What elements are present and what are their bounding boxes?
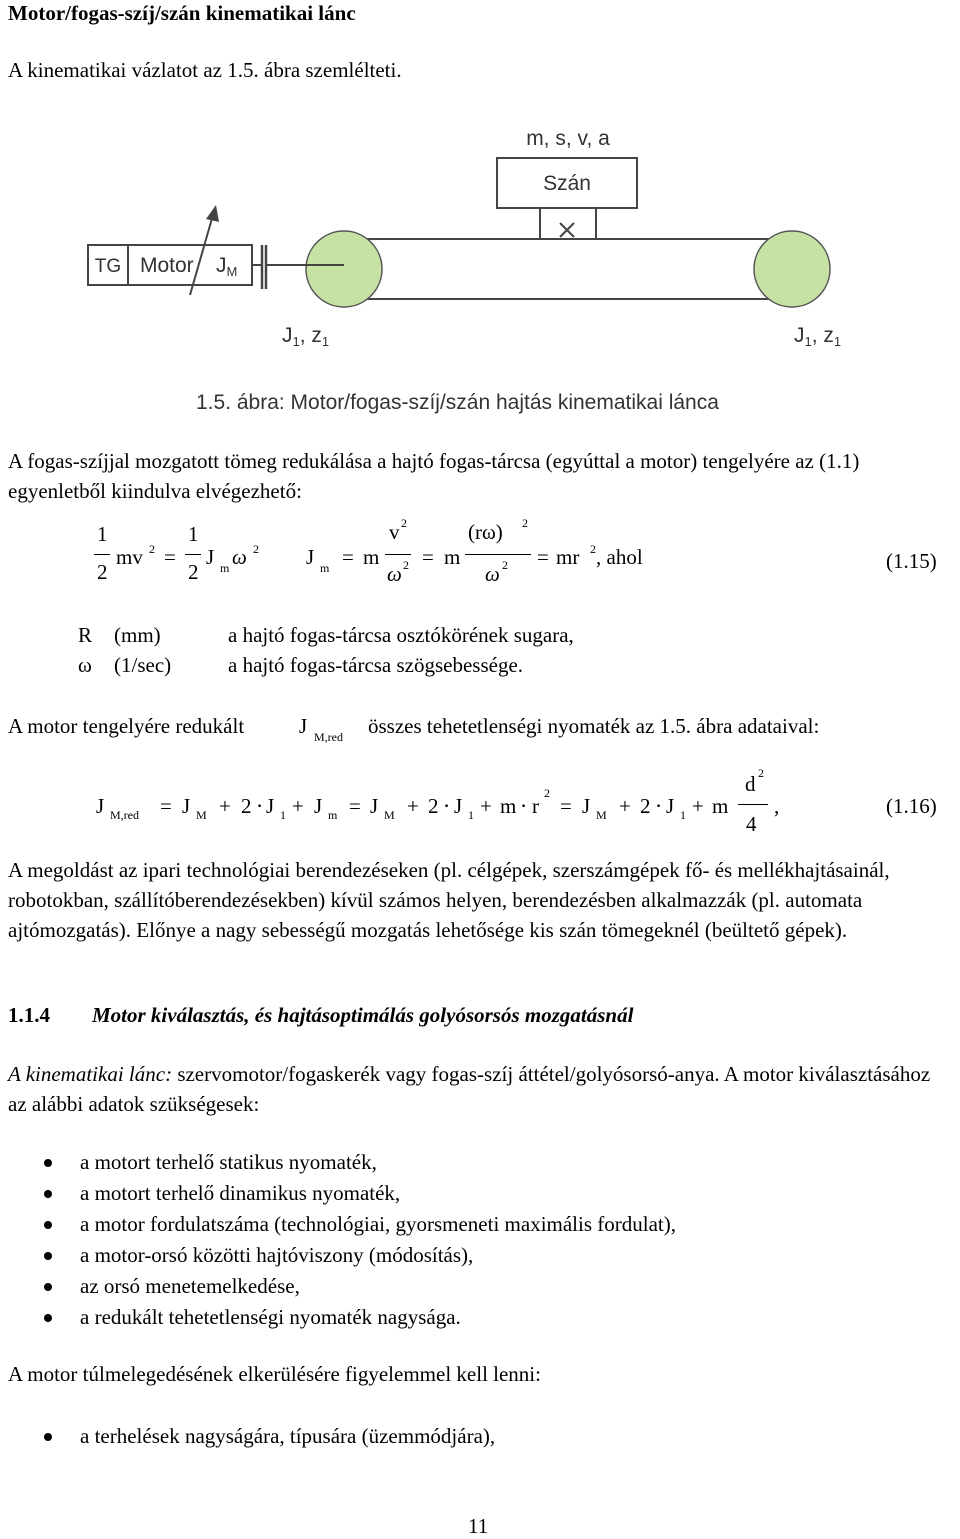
motor-inertia-label: JM xyxy=(216,254,238,279)
list-item: a motort terhelő dinamikus nyomaték, xyxy=(80,1181,401,1205)
equation-1-15: 1 2 mv 2 = 1 2 J m ω 2 J m = m v 2 ω 2 = m (rω) 2 ω 2 = mr 2 , ahol (1.15) xyxy=(0,520,960,600)
equation-1-16: J M,red = J M + 2 ⋅ J 1 + J m = J M + 2 ⋅ J 1 + m ⋅ r 2 = J M + 2 ⋅ J 1 + m d 2 4 , (1.16) xyxy=(96,766,937,836)
list-item: a motort terhelő statikus nyomaték, xyxy=(80,1150,377,1174)
pulley-left xyxy=(306,231,382,307)
motor-label: Motor xyxy=(140,254,194,277)
section-title: Motor kiválasztás, és hajtásoptimálás golyósorsós mozgatásnál xyxy=(92,1003,634,1027)
section-number: 1.1.4 xyxy=(8,1003,50,1027)
figure-caption: 1.5. ábra: Motor/fogas-szíj/szán hajtás kinematikai lánca xyxy=(196,391,719,414)
list-item: a redukált tehetetlenségi nyomaték nagysága. xyxy=(80,1305,461,1329)
intro-text: A kinematikai vázlatot az 1.5. ábra szemlélteti. xyxy=(8,58,402,82)
page-number: 11 xyxy=(468,1514,489,1538)
pulley-left-label: J1, z1 xyxy=(282,324,330,349)
equation-number-1-16: (1.16) xyxy=(886,794,937,818)
tg-label: TG xyxy=(94,256,122,277)
paragraph-4: A kinematikai lánc: szervomotor/fogaskerék vagy fogas-szíj áttétel/golyósorsó-anya. A motor kiválasztásához az alábbi adatok szükségesek: xyxy=(8,1062,931,1116)
list-item: a motor fordulatszáma (technológiai, gyorsmeneti maximális fordulat), xyxy=(80,1212,676,1236)
paragraph-1: A fogas-szíjjal mozgatott tömeg redukálása a hajtó fogas-tárcsa (egyúttal a motor) tengelyére az (1.1) egyenletből kiindulva elvégezhető: xyxy=(8,449,860,503)
pulley-right-label: J1, z1 xyxy=(794,324,842,349)
equation-number-1-15: (1.15) xyxy=(886,549,937,573)
kinematic-diagram xyxy=(0,115,960,360)
list-item: az orsó menetemelkedése, xyxy=(80,1274,300,1298)
carriage-vars-label: m, s, v, a xyxy=(526,127,610,150)
paragraph-5: A motor túlmelegedésének elkerülésére figyelemmel kell lenni: xyxy=(8,1362,541,1386)
paragraph-3: A megoldást az ipari technológiai berendezéseken (pl. célgépek, szerszámgépek fő- és mellékhajtásainál, robotokban, szállítóberendezésekben) kívül számos helyen, berendezésben alkalmazzák (pl. automata ajtómozgatás). Előnye a nagy sebességű mozgatás lehetősége kis szán tömegeknél (beültető gépek). xyxy=(8,858,890,942)
list-item: a terhelések nagyságára, típusára (üzemmódjára), xyxy=(80,1424,496,1448)
list-item: a motor-orsó közötti hajtóviszony (módosítás), xyxy=(80,1243,474,1267)
page-title: Motor/fogas-szíj/szán kinematikai lánc xyxy=(8,1,356,25)
pulley-right xyxy=(754,231,830,307)
carriage-label: Szán xyxy=(543,172,591,195)
